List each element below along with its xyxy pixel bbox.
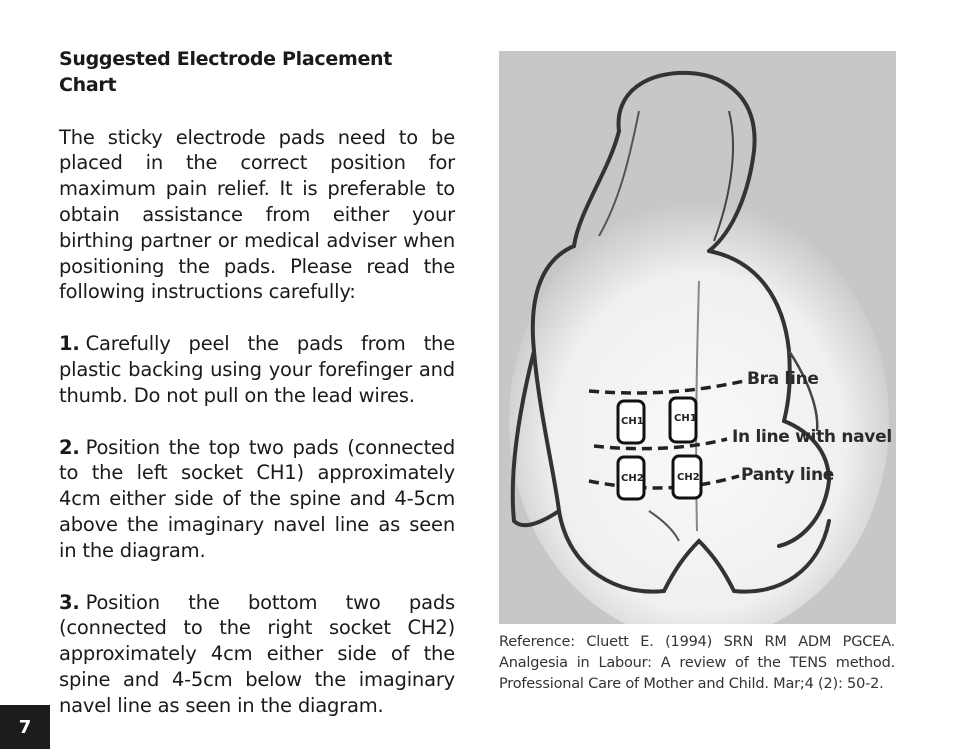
figure-glow xyxy=(509,201,889,624)
step-1-text: Carefully peel the pads from the plastic backing using your forefinger and thumb. Do not pull on the lead wires. xyxy=(59,332,455,407)
step-2-number: 2. xyxy=(59,435,80,459)
step-2 xyxy=(59,435,455,564)
reference-citation: Reference: Cluett E. (1994) SRN RM ADM PGCEA. Analgesia in Labour: A review of the TENS method. Professional Care of Mother and Child. Mar;4 (2): 50-2. xyxy=(499,634,895,692)
text-column xyxy=(59,47,455,745)
intro-paragraph: The sticky electrode pads need to be placed in the correct position for maximum pain relief. It is preferable to obtain assistance from either your birthing partner or medical adviser when positioning the pads. Please read the following instructions carefully: xyxy=(59,125,455,304)
step-3-number: 3. xyxy=(59,590,80,614)
pad-label-ch1-left: CH1 xyxy=(621,416,644,427)
pad-label-ch2-right: CH2 xyxy=(677,472,700,483)
panty-line-label: Panty line xyxy=(741,465,834,485)
step-1 xyxy=(59,331,455,408)
step-3-text: Position the bottom two pads (connected to the right socket CH2) approximately 4cm either side of the spine and 4-5cm below the imaginary navel line as seen in the diagram. xyxy=(59,590,455,717)
step-3 xyxy=(59,590,455,719)
pad-label-ch2-left: CH2 xyxy=(621,473,644,484)
page-title: Suggested Electrode Placement Chart xyxy=(59,48,393,96)
electrode-placement-diagram xyxy=(499,51,896,624)
back-illustration xyxy=(499,51,896,624)
page-number: 7 xyxy=(0,705,50,749)
navel-line-label: In line with navel xyxy=(732,427,892,447)
step-2-text: Position the top two pads (connected to the left socket CH1) approximately 4cm either side of the spine and 4-5cm above the imaginary navel line as seen in the diagram. xyxy=(59,435,455,562)
step-1-number: 1. xyxy=(59,332,80,356)
pad-label-ch1-right: CH1 xyxy=(674,413,697,424)
bra-line-label: Bra line xyxy=(747,369,819,389)
